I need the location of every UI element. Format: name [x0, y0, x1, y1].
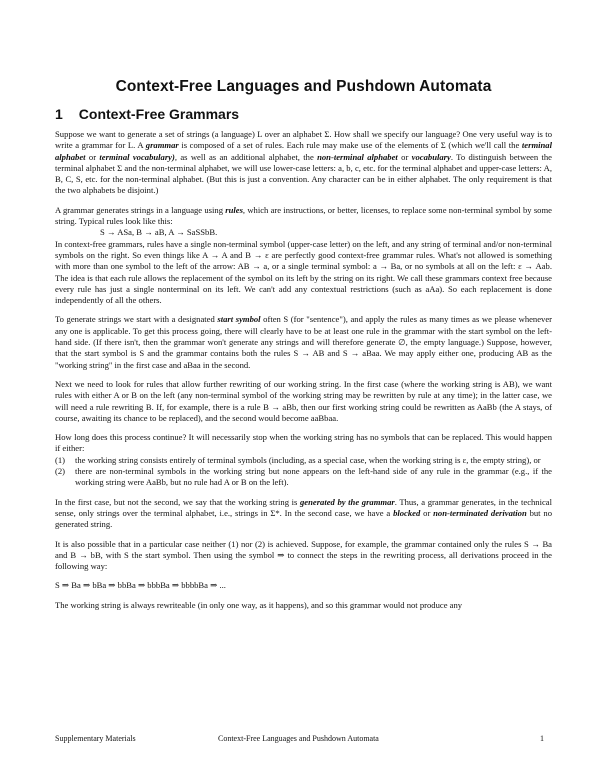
- document-page: [55, 78, 552, 619]
- paragraph-neither: It is also possible that in a particular case neither (1) nor (2) is achieved. Suppose, for example, the grammar contained only the rules S → Ba and B → bB, with S the start symbol. Then using the symbol ⇒ to connect the steps in the rewriting process, all derivations proceed in the following way:: [55, 538, 552, 572]
- term-blocked: blocked: [393, 507, 421, 518]
- paragraph-stopping: How long does this process continue? It will necessarily stop when the working string has no symbols that can be replaced. This would happen if either:: [55, 432, 552, 454]
- term-non-terminal-alphabet: non-terminal alphabet: [317, 151, 398, 162]
- paragraph-rules: A grammar generates strings in a language using rules, which are instructions, or better, licenses, to replace some non-terminal symbol by some string. Typical rules look like this:: [55, 204, 552, 227]
- term-terminal-alphabet: terminal alphabet: [55, 140, 552, 162]
- footer-center: Context-Free Languages and Pushdown Automata: [218, 734, 379, 743]
- term-non-terminated-derivation: non-terminated derivation: [433, 507, 527, 518]
- list-item: [55, 455, 552, 466]
- list-item-text: there are non-terminal symbols in the working string but none appears on the left-hand side of any rule in the grammar (e.g., if the working string were AaBb, but no rule had A or B on the left).: [75, 466, 552, 488]
- term-rules: rules: [225, 204, 243, 215]
- list-item-label: (2): [55, 466, 66, 477]
- paragraph-start-symbol: To generate strings we start with a designated start symbol often S (for "sentence"), and apply the rules as many times as we please whenever any one is applicable. To get this process going, there will clearly have to be at least one rule in the grammar with the start symbol on the left-hand side. (If there isn't, then the grammar won't generate any strings and will therefore generate ∅, the empty language.) Suppose, however, that the start symbol is S and the grammar contains both the rules S → AB and S → aBaa. We may apply either one, producing AB as the "working string" in the first case and aBaa in the second.: [55, 314, 553, 370]
- footer-left: Supplementary Materials: [55, 734, 136, 743]
- section-heading: [55, 106, 552, 122]
- term-vocabulary: vocabulary: [411, 151, 451, 162]
- derivation-chain: S ⇒ Ba ⇒ bBa ⇒ bbBa ⇒ bbbBa ⇒ bbbbBa ⇒ ...: [55, 580, 226, 591]
- paragraph-intro: Suppose we want to generate a set of strings (a language) L over an alphabet Σ. How shall we specify our language? One very useful way is to write a grammar for L. A grammar is composed of a set of rules. Each rule may make use of the elements of Σ (which we'll call the terminal alphabet or terminal vocabulary), as well as an additional alphabet, the non-terminal alphabet or vocabulary. To distinguish between the terminal alphabet Σ and the non-terminal alphabet, we will use lower-case letters: a, b, c, etc. for the terminal alphabet and upper-case letters: A, B, C, S, etc. for the non-terminal alphabet. (But this is just a convention. Any character can be in either alphabet. The only requirement is that the two alphabets be disjoint.): [55, 129, 552, 196]
- list-item: [55, 466, 552, 489]
- term-terminal-vocabulary: terminal vocabulary): [99, 151, 175, 162]
- paragraph-rewriteable: The working string is always rewriteable (in only one way, as it happens), and so this grammar would not produce any: [55, 599, 463, 610]
- document-title: Context-Free Languages and Pushdown Automata: [115, 78, 492, 95]
- term-generated-by-grammar: generated by the grammar: [299, 496, 395, 507]
- page-footer: [55, 733, 552, 745]
- page-number: 1: [540, 734, 544, 743]
- list-item-text: the working string consists entirely of terminal symbols (including, as a special case, when the working string is ε, the empty string), or: [75, 454, 541, 465]
- term-grammar: grammar: [145, 140, 179, 151]
- paragraph-generated: In the first case, but not the second, we say that the working string is generated by the grammar. Thus, a grammar generates, in the technical sense, only strings over the terminal alphabet, i.e., strings in Σ*. In the second case, we have a blocked or non-terminated derivation but no generated string.: [55, 496, 553, 530]
- paragraph-rewriting: Next we need to look for rules that allow further rewriting of our working string. In the first case (where the working string is AB), we want rules with either A or B on the left (any non-terminal symbol of the working string may be rewritten by rule at any time); in the latter case, we will need a rule rewriting B. If, for example, there is a rule B → aBb, then our first working string could be rewritten as AaBb (the A stays, of course, awaiting its chance to be replaced), and the second would become aaBbaa.: [55, 378, 552, 423]
- section-number: 1: [55, 106, 63, 122]
- term-start-symbol: start symbol: [217, 314, 261, 325]
- example-rules: S → ASa, B → aB, A → SaSSbB.: [100, 227, 218, 238]
- section-title: Context-Free Grammars: [78, 106, 240, 122]
- conditions-list: [55, 455, 552, 489]
- paragraph-context-free: In context-free grammars, rules have a single non-terminal symbol (upper-case letter) on the left, and any string of terminal and/or non-terminal symbols on the right. So even things like A → A and B → ε are perfectly good context-free grammar rules. What's not allowed is something with more than one symbol to the left of the arrow: AB → a, or a single terminal symbol: a → Ba, or no symbols at all on the left: ε → Aab. The idea is that each rule allows the replacement of the symbol on its left by the string on its right. We call these grammars context free because every rule has just a single nonterminal on its left. We can't add any contextual restrictions (such as aAa). So each replacement is done independently of all the others.: [55, 238, 552, 306]
- list-item-label: (1): [55, 454, 66, 465]
